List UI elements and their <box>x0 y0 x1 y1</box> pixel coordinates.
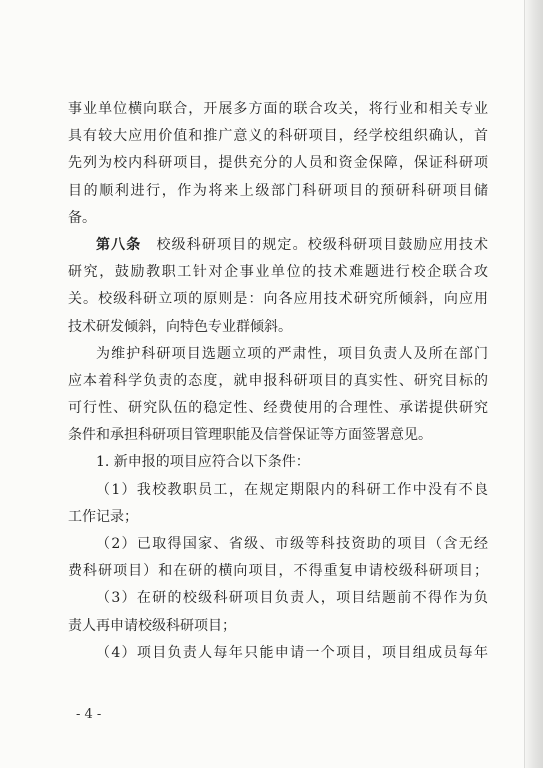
list-heading: 1. 新申报的项目应符合以下条件： <box>96 454 310 471</box>
article-text: 校级科研项目的规定。校级科研项目鼓励应用技术 <box>155 236 488 253</box>
text-line: 可行性、研究队伍的稳定性、经费使用的合理性、承诺提供研究 <box>68 400 488 417</box>
text-line: 备。 <box>68 209 96 226</box>
page-number: - 4 - <box>76 707 102 722</box>
article-line <box>68 232 488 259</box>
body-text <box>68 96 488 667</box>
text-line: 责人再申请校级科研项目； <box>68 617 236 634</box>
page-edge-shadow <box>525 0 543 768</box>
text-line: 为维护科研项目选题立项的严肃性，项目负责人及所在部门 <box>96 345 488 362</box>
text-line: 关。校级科研立项的原则是：向各应用技术研究所倾斜，向应用 <box>68 291 488 308</box>
list-item: （1）我校教职员工，在规定期限内的科研工作中没有不良 <box>96 481 488 498</box>
text-line: 先列为校内科研项目，提供充分的人员和资金保障，保证科研项 <box>68 155 488 172</box>
article-heading: 第八条 <box>96 236 142 253</box>
text-line: 费科研项目）和在研的横向项目，不得重复申请校级科研项目； <box>68 563 488 580</box>
list-item: （3）在研的校级科研项目负责人，项目结题前不得作为负 <box>96 590 488 607</box>
list-item: （4）项目负责人每年只能申请一个项目，项目组成员每年 <box>96 644 488 661</box>
text-line: 具有较大应用价值和推广意义的科研项目，经学校组织确认，首 <box>68 128 488 145</box>
text-line: 条件和承担科研项目管理职能及信誉保证等方面签署意见。 <box>68 427 432 444</box>
list-item: （2）已取得国家、省级、市级等科技资助的项目（含无经 <box>96 536 488 552</box>
text-line: 工作记录； <box>68 508 138 525</box>
text-line: 目的顺利进行，作为将来上级部门科研项目的预研科研项目储 <box>68 182 488 199</box>
text-line: 应本着科学负责的态度，就申报科研项目的真实性、研究目标的 <box>68 372 488 389</box>
text-line: 研究，鼓励教职工针对企事业单位的技术难题进行校企联合攻 <box>68 264 488 281</box>
text-line: 技术研发倾斜，向特色专业群倾斜。 <box>68 318 292 335</box>
text-line: 事业单位横向联合，开展多方面的联合攻关，将行业和相关专业 <box>68 101 488 117</box>
